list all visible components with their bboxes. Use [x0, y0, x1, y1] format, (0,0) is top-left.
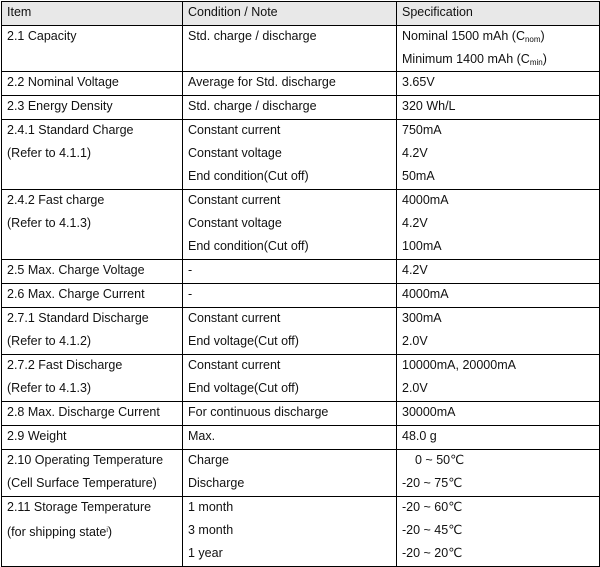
item-text: 2.7.1 Standard Discharge [7, 311, 149, 325]
specification-value: 48.0 g [402, 429, 437, 443]
item-text: (Cell Surface Temperature) [7, 476, 157, 490]
condition-text: Constant current [188, 123, 281, 137]
table-row [2, 284, 600, 308]
specification-value: -20 ~ 20℃ [402, 546, 463, 560]
table-row [2, 402, 600, 426]
item-name [7, 450, 182, 473]
item-note [7, 473, 182, 496]
footnote-marker: i [106, 527, 108, 534]
specification-value: 750mA [402, 123, 442, 137]
specification-value: 50mA [402, 169, 435, 183]
condition-cell [183, 26, 397, 72]
specification-cell [397, 355, 600, 402]
item-note [7, 378, 182, 401]
specification-value: 10000mA, 20000mA [402, 358, 516, 372]
item-cell [2, 450, 183, 497]
specification-value: 100mA [402, 239, 442, 253]
table-row [2, 26, 600, 72]
item-name [7, 120, 182, 143]
item-text: 2.5 Max. Charge Voltage [7, 263, 145, 277]
condition-text: Constant current [188, 358, 281, 372]
item-cell [2, 308, 183, 355]
item-text: 2.9 Weight [7, 429, 67, 443]
table-row [2, 497, 600, 567]
specification-table-body [2, 2, 600, 567]
item-text: 2.10 Operating Temperature [7, 453, 164, 467]
header-condition-label: Condition / Note [188, 5, 278, 19]
item-name [7, 72, 182, 95]
condition-text: Std. charge / discharge [188, 99, 317, 113]
condition-text: 1 year [188, 546, 223, 560]
item-cell [2, 260, 183, 284]
specification-value: -20 ~ 60℃ [402, 500, 463, 514]
item-text: (for shipping state [7, 525, 107, 539]
specification-cell [397, 26, 600, 72]
item-text: 2.4.1 Standard Charge [7, 123, 134, 137]
item-text: (Refer to 4.1.3) [7, 216, 92, 230]
condition-text: Constant voltage [188, 146, 282, 160]
condition-cell [183, 190, 397, 260]
specification-value: 4000mA [402, 287, 449, 301]
header-specification-label: Specification [402, 5, 473, 19]
condition-cell [183, 284, 397, 308]
specification-value: 2.0V [402, 381, 428, 395]
condition-text: 1 month [188, 500, 234, 514]
item-note [7, 520, 182, 543]
item-cell [2, 120, 183, 190]
condition-text: End condition(Cut off) [188, 169, 309, 183]
item-text: 2.8 Max. Discharge Current [7, 405, 160, 419]
specification-cell [397, 426, 600, 450]
item-text: 2.3 Energy Density [7, 99, 113, 113]
table-row [2, 426, 600, 450]
item-name [7, 426, 182, 449]
specification-value: 4.2V [402, 263, 428, 277]
item-text: (Refer to 4.1.1) [7, 146, 92, 160]
header-condition [183, 2, 397, 26]
item-text: 2.4.2 Fast charge [7, 193, 105, 207]
condition-text: Average for Std. discharge [188, 75, 336, 89]
specification-cell [397, 72, 600, 96]
specification-text: Minimum 1400 mAh (C [402, 51, 530, 66]
table-row [2, 190, 600, 260]
specification-value: 4000mA [402, 193, 449, 207]
item-cell [2, 355, 183, 402]
item-cell [2, 402, 183, 426]
item-name [7, 26, 182, 49]
item-cell [2, 72, 183, 96]
header-item-label: Item [7, 5, 32, 19]
item-cell [2, 26, 183, 72]
condition-text: 3 month [188, 523, 234, 537]
table-header-row [2, 2, 600, 26]
condition-text: Constant current [188, 193, 281, 207]
item-cell [2, 497, 183, 567]
condition-cell [183, 497, 397, 567]
condition-text: Constant current [188, 311, 281, 325]
item-text: 2.1 Capacity [7, 29, 77, 43]
condition-text: Constant voltage [188, 216, 282, 230]
condition-text: End voltage(Cut off) [188, 381, 299, 395]
condition-cell [183, 355, 397, 402]
condition-text: - [188, 263, 193, 277]
specification-value: 4.2V [402, 216, 428, 230]
table-row [2, 308, 600, 355]
specification-cell [397, 497, 600, 567]
item-note [7, 213, 182, 236]
item-text: (Refer to 4.1.3) [7, 381, 92, 395]
specification-value: 30000mA [402, 405, 456, 419]
item-text: 2.6 Max. Charge Current [7, 287, 145, 301]
item-cell [2, 284, 183, 308]
item-name [7, 355, 182, 378]
item-name [7, 260, 182, 283]
specification-value [402, 26, 599, 49]
specification-cell [397, 402, 600, 426]
specification-cell [397, 308, 600, 355]
specification-value [402, 49, 599, 72]
item-cell [2, 96, 183, 120]
item-text: 2.2 Nominal Voltage [7, 75, 119, 89]
item-text-tail: ) [107, 525, 113, 539]
condition-text: End condition(Cut off) [188, 239, 309, 253]
item-name [7, 284, 182, 307]
specification-text-tail: ) [540, 29, 545, 43]
header-item [2, 2, 183, 26]
condition-text: Charge [188, 453, 229, 467]
specification-subscript: min [529, 57, 543, 67]
condition-text: Max. [188, 429, 216, 443]
item-name [7, 190, 182, 213]
table-row [2, 96, 600, 120]
condition-text: Discharge [188, 476, 245, 490]
item-cell [2, 426, 183, 450]
item-name [7, 497, 182, 520]
specification-value: 3.65V [402, 75, 435, 89]
table-row [2, 355, 600, 402]
specification-value: -20 ~ 45℃ [402, 523, 463, 537]
specification-cell [397, 96, 600, 120]
specification-cell [397, 120, 600, 190]
item-note [7, 143, 182, 166]
table-row [2, 72, 600, 96]
table-row [2, 450, 600, 497]
condition-text: For continuous discharge [188, 405, 329, 419]
item-name [7, 96, 182, 119]
condition-cell [183, 72, 397, 96]
item-text: 2.7.2 Fast Discharge [7, 358, 123, 372]
specification-value: -20 ~ 75℃ [402, 476, 463, 490]
specification-cell [397, 260, 600, 284]
specification-value: 300mA [402, 311, 442, 325]
specification-text: Nominal 1500 mAh (C [402, 29, 525, 43]
condition-cell [183, 426, 397, 450]
specification-table [1, 1, 600, 567]
item-note [7, 331, 182, 354]
specification-value: 2.0V [402, 334, 428, 348]
specification-cell [397, 284, 600, 308]
condition-cell [183, 96, 397, 120]
condition-text: End voltage(Cut off) [188, 334, 299, 348]
condition-text: - [188, 287, 193, 301]
condition-cell [183, 120, 397, 190]
condition-cell [183, 308, 397, 355]
condition-cell [183, 402, 397, 426]
specification-cell [397, 190, 600, 260]
item-cell [2, 190, 183, 260]
condition-text: Std. charge / discharge [188, 29, 317, 43]
header-specification [397, 2, 600, 26]
table-row [2, 120, 600, 190]
item-name [7, 308, 182, 331]
specification-value: 4.2V [402, 146, 428, 160]
specification-value: 320 Wh/L [402, 99, 456, 113]
table-row [2, 260, 600, 284]
specification-value: 0 ~ 50℃ [415, 453, 465, 467]
specification-subscript: nom [524, 35, 541, 44]
condition-cell [183, 260, 397, 284]
condition-cell [183, 450, 397, 497]
item-name [7, 402, 182, 425]
specification-cell [397, 450, 600, 497]
item-text: (Refer to 4.1.2) [7, 334, 92, 348]
item-text: 2.11 Storage Temperature [7, 500, 152, 514]
specification-text-tail: ) [542, 51, 547, 66]
